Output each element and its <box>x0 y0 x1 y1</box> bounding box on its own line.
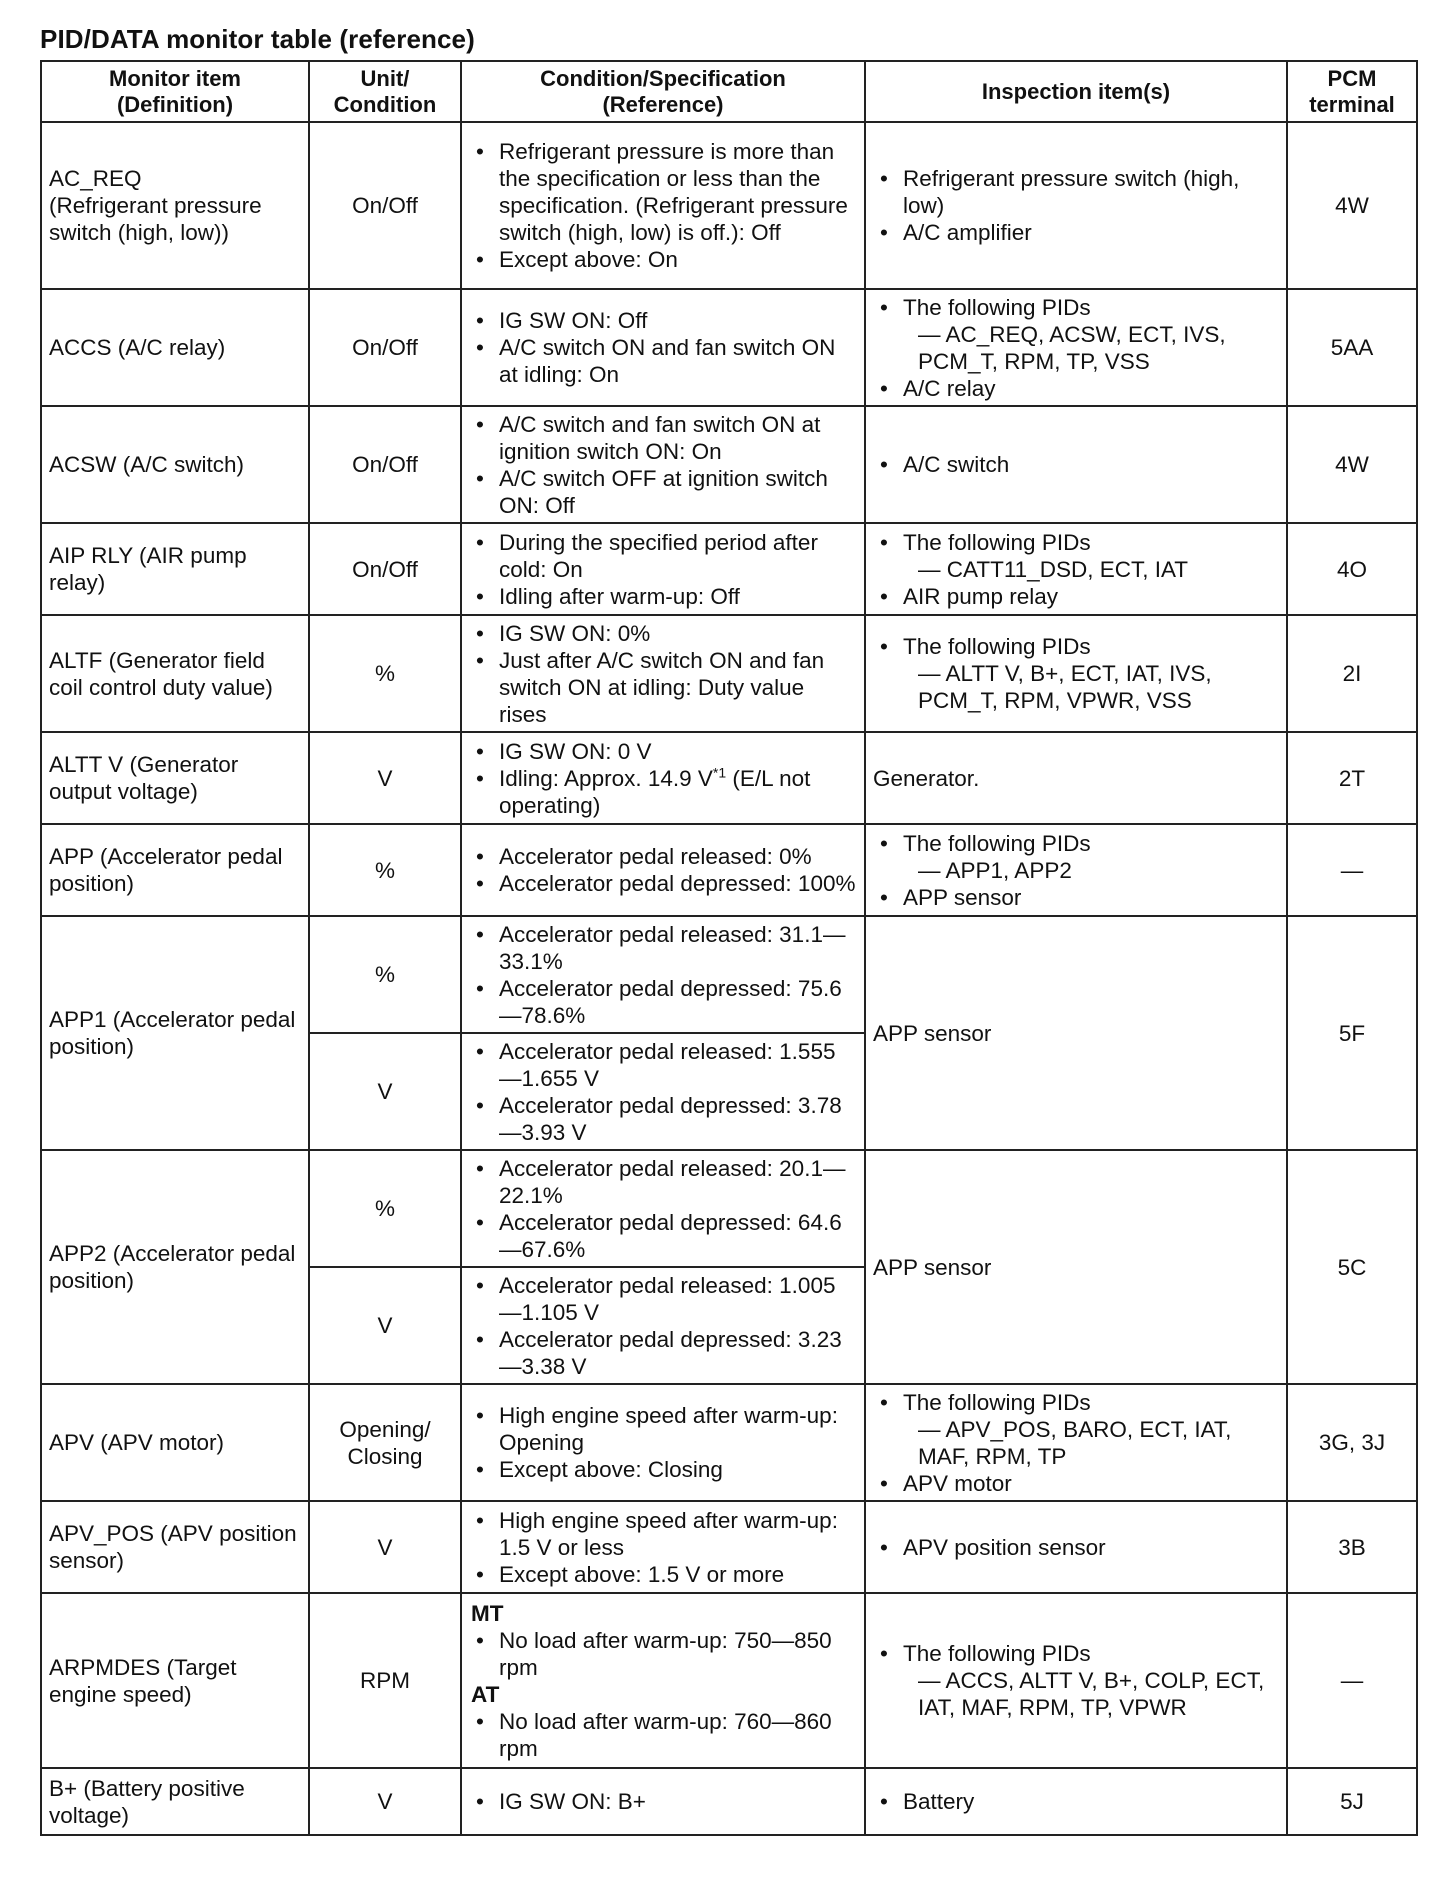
header-condition: Condition/Specification (Reference) <box>461 61 865 122</box>
inspection: • Refrigerant pressure switch (high, low) • A/C amplifier <box>865 122 1287 289</box>
inspection: • A/C switch <box>865 406 1287 523</box>
table-row <box>41 1150 1417 1267</box>
condition: • Accelerator pedal released: 1.555—1.655 V • Accelerator pedal depressed: 3.78—3.93 V <box>461 1033 865 1150</box>
condition: • Refrigerant pressure is more than the specification or less than the specification. (Refrigerant pressure switch (high, low) is off.): Off • Except above: On <box>461 122 865 289</box>
unit: % <box>309 615 461 732</box>
pcm-terminal: 2I <box>1287 615 1417 732</box>
pcm-terminal: 4O <box>1287 523 1417 615</box>
header-unit: Unit/ Condition <box>309 61 461 122</box>
monitor-item: AIP RLY (AIR pump relay) <box>41 523 309 615</box>
unit: V <box>309 1768 461 1835</box>
pcm-terminal: 4W <box>1287 122 1417 289</box>
pcm-terminal: 5J <box>1287 1768 1417 1835</box>
monitor-item: ALTF (Generator field coil control duty value) <box>41 615 309 732</box>
header-inspection: Inspection item(s) <box>865 61 1287 122</box>
condition: MT • No load after warm-up: 750—850 rpm AT • No load after warm-up: 760—860 rpm <box>461 1593 865 1768</box>
condition: • IG SW ON: 0% • Just after A/C switch ON and fan switch ON at idling: Duty value rises <box>461 615 865 732</box>
monitor-item: ACCS (A/C relay) <box>41 289 309 406</box>
unit: % <box>309 916 461 1033</box>
condition: • High engine speed after warm-up: Opening • Except above: Closing <box>461 1384 865 1501</box>
table-row <box>41 916 1417 1033</box>
unit: % <box>309 1150 461 1267</box>
monitor-item: APV (APV motor) <box>41 1384 309 1501</box>
unit: On/Off <box>309 406 461 523</box>
pcm-terminal: 3G, 3J <box>1287 1384 1417 1501</box>
inspection: • The following PIDs — ACCS, ALTT V, B+, COLP, ECT, IAT, MAF, RPM, TP, VPWR <box>865 1593 1287 1768</box>
unit: V <box>309 732 461 824</box>
condition: • During the specified period after cold: On • Idling after warm-up: Off <box>461 523 865 615</box>
inspection: • The following PIDs — CATT11_DSD, ECT, IAT • AIR pump relay <box>865 523 1287 615</box>
inspection: Generator. <box>865 732 1287 824</box>
table-row <box>41 1501 1417 1593</box>
table-row <box>41 1593 1417 1768</box>
pcm-terminal: 5C <box>1287 1150 1417 1384</box>
monitor-item: AC_REQ (Refrigerant pressure switch (high, low)) <box>41 122 309 289</box>
monitor-item: ARPMDES (Target engine speed) <box>41 1593 309 1768</box>
inspection: • The following PIDs — APV_POS, BARO, ECT, IAT, MAF, RPM, TP • APV motor <box>865 1384 1287 1501</box>
table-row <box>41 289 1417 406</box>
table-row <box>41 1768 1417 1835</box>
group-label-mt: MT <box>471 1600 504 1626</box>
inspection: • APV position sensor <box>865 1501 1287 1593</box>
pcm-terminal: 5F <box>1287 916 1417 1150</box>
condition: • IG SW ON: Off • A/C switch ON and fan switch ON at idling: On <box>461 289 865 406</box>
table-row <box>41 406 1417 523</box>
monitor-item: APP1 (Accelerator pedal position) <box>41 916 309 1150</box>
table-row <box>41 732 1417 824</box>
condition: • Accelerator pedal released: 1.005—1.105 V • Accelerator pedal depressed: 3.23—3.38 V <box>461 1267 865 1384</box>
table-row <box>41 824 1417 916</box>
condition: • High engine speed after warm-up: 1.5 V or less • Except above: 1.5 V or more <box>461 1501 865 1593</box>
monitor-item: APP (Accelerator pedal position) <box>41 824 309 916</box>
unit: Opening/ Closing <box>309 1384 461 1501</box>
monitor-item: ALTT V (Generator output voltage) <box>41 732 309 824</box>
inspection: • The following PIDs — ALTT V, B+, ECT, IAT, IVS, PCM_T, RPM, VPWR, VSS <box>865 615 1287 732</box>
monitor-item: ACSW (A/C switch) <box>41 406 309 523</box>
condition: • Accelerator pedal released: 20.1—22.1% • Accelerator pedal depressed: 64.6—67.6% <box>461 1150 865 1267</box>
table-row <box>41 1384 1417 1501</box>
pcm-terminal: 2T <box>1287 732 1417 824</box>
unit: RPM <box>309 1593 461 1768</box>
inspection: • Battery <box>865 1768 1287 1835</box>
table-row <box>41 523 1417 615</box>
condition: • IG SW ON: 0 V • Idling: Approx. 14.9 $V^{*1}$ (E/L not operating) <box>461 732 865 824</box>
pcm-terminal: 5AA <box>1287 289 1417 406</box>
pid-monitor-table <box>40 60 1418 1836</box>
monitor-item: B+ (Battery positive voltage) <box>41 1768 309 1835</box>
header-pcm-terminal: PCM terminal <box>1287 61 1417 122</box>
table-row <box>41 122 1417 289</box>
monitor-item: APV_POS (APV position sensor) <box>41 1501 309 1593</box>
inspection: APP sensor <box>865 1150 1287 1384</box>
inspection: • The following PIDs — AC_REQ, ACSW, ECT, IVS, PCM_T, RPM, TP, VSS • A/C relay <box>865 289 1287 406</box>
condition: • IG SW ON: B+ <box>461 1768 865 1835</box>
header-row <box>41 61 1417 122</box>
condition: • Accelerator pedal released: 31.1—33.1% • Accelerator pedal depressed: 75.6—78.6% <box>461 916 865 1033</box>
unit: V <box>309 1501 461 1593</box>
condition: • Accelerator pedal released: 0% • Accelerator pedal depressed: 100% <box>461 824 865 916</box>
condition: • A/C switch and fan switch ON at ignition switch ON: On • A/C switch OFF at ignition switch ON: Off <box>461 406 865 523</box>
unit: On/Off <box>309 289 461 406</box>
pcm-terminal: 3B <box>1287 1501 1417 1593</box>
group-label-at: AT <box>471 1681 500 1707</box>
pcm-terminal: — <box>1287 824 1417 916</box>
unit: V <box>309 1267 461 1384</box>
inspection: • The following PIDs — APP1, APP2 • APP sensor <box>865 824 1287 916</box>
unit: On/Off <box>309 523 461 615</box>
monitor-item: APP2 (Accelerator pedal position) <box>41 1150 309 1384</box>
footnote-marker: *1 <box>712 764 727 781</box>
unit: On/Off <box>309 122 461 289</box>
header-monitor-item: Monitor item (Definition) <box>41 61 309 122</box>
pcm-terminal: — <box>1287 1593 1417 1768</box>
unit: V <box>309 1033 461 1150</box>
inspection: APP sensor <box>865 916 1287 1150</box>
page-title: PID/DATA monitor table (reference) <box>40 24 475 54</box>
unit: % <box>309 824 461 916</box>
pcm-terminal: 4W <box>1287 406 1417 523</box>
table-row <box>41 615 1417 732</box>
